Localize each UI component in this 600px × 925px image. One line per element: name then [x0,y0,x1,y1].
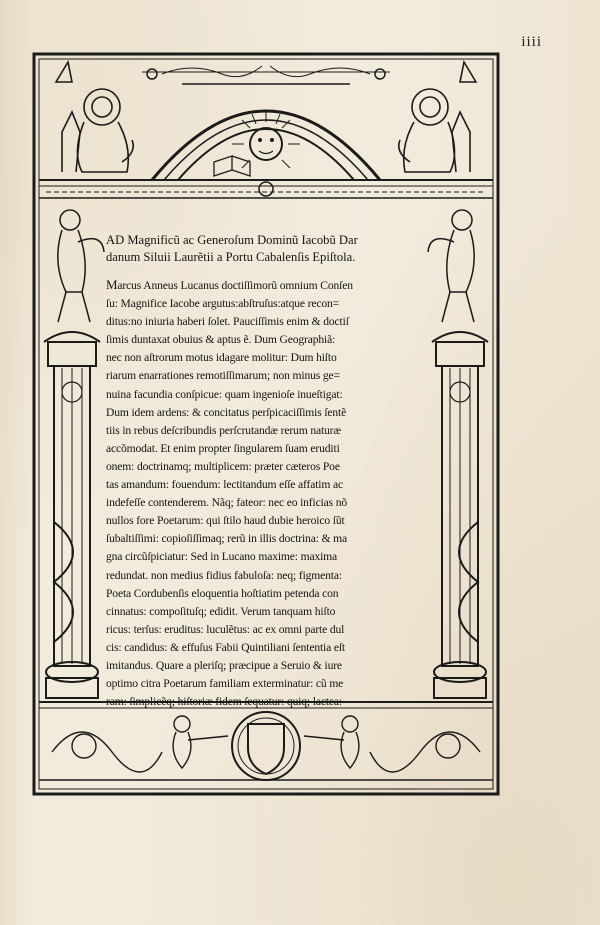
text-line: ditus:no iniuria haberi ſolet. Pauciſſimis enim & doctiſ [106,315,349,329]
lion-icon [399,62,476,172]
text-line: ricus: terſus: eruditus: luculẽtus: ac ex omni parte dul [106,622,345,636]
text-line: redundat. non medius fidius fabuloſa: neq; figmenta: [106,568,342,582]
text-line: Poeta Cordubenſis eloquentia hoſtiatim petenda con [106,586,339,600]
text-line: ſu: Magnifice Iacobe argutus:abſtruſus:atque recon= [106,297,340,311]
text-line: Dum idem ardens: & concitatus perſpicaciſſimis ſentẽ [106,405,347,419]
text-line: cinnatus: compoſituſq; edidit. Verum tanquam hiſto [106,604,336,618]
epistle-body [106,276,434,711]
text-line: nuina facundia conſpicue: quam ingenioſe inueſtigat: [106,387,343,401]
epistle-heading [106,232,434,266]
putto-icon [428,210,474,322]
text-line: nec non aſtrorum motus idagare molitur: Dum hiſto [106,351,337,365]
lion-icon [56,62,133,172]
text-line: cis: candidus: & effuſus Fabii Quintiliani ſententia eſt [106,640,345,654]
text-line: indefeſſe contenderem. Nãq; fateor: nec eo inficias nõ [106,496,348,510]
text-line: tiis in rebus deſcribundis perſcrutandæ rerum naturæ [106,423,341,437]
text-line: Marcus Anneus Lucanus doctiſſimorũ omnium Conſen [106,277,353,292]
folio-number: iiii [521,34,542,50]
text-line: ſubaltiſſimi: copioſiſſimaq; rerũ in illis doctrina: & ma [106,532,347,546]
text-line: imitandus. Quare a pleriſq; præcipue a Seruio & iure [106,658,342,672]
heading-line: danum Siluii Laurẽtii a Portu Cabalenſis Epiſtola. [106,250,356,264]
face-ornament [259,182,273,196]
epistle-text [106,232,434,711]
shield-icon [232,712,300,780]
text-line: onem: doctrinamq; multiplicem: præter cæteros Poe [106,459,340,473]
column-icon [432,332,488,698]
text-line: gna circũſpiciatur: Sed in Lucano maxime: maxima [106,550,338,564]
text-line: ram: ſimplicẽq; hiſtoriæ fidem ſequatur: quiq; lactea: [106,695,342,709]
putto-icon [58,210,104,322]
scroll-ornament [52,732,480,772]
heading-line: AD Magnificũ ac Generoſum Dominũ Iacobũ Dar [106,233,358,247]
text-line: tas amandum: fouendum: lectitandum eſſe affatim ac [106,478,343,492]
column-icon [44,332,100,698]
text-line: riarum enarrationes remotiſſimarum; non minus ge= [106,369,340,383]
text-line: ſimis duntaxat obuius & aptus ẽ. Dum Geographiã: [106,333,336,347]
text-line: optimo citra Poetarum familiam exterminatur: cũ me [106,677,344,691]
text-line: nullos fore Poetarum: qui ſtilo haud dubie heroico ſũt [106,514,345,528]
arch-ornament [142,66,390,180]
text-line: accõmodat. Et enim propter ſingularem ſuam eruditi [106,441,340,455]
